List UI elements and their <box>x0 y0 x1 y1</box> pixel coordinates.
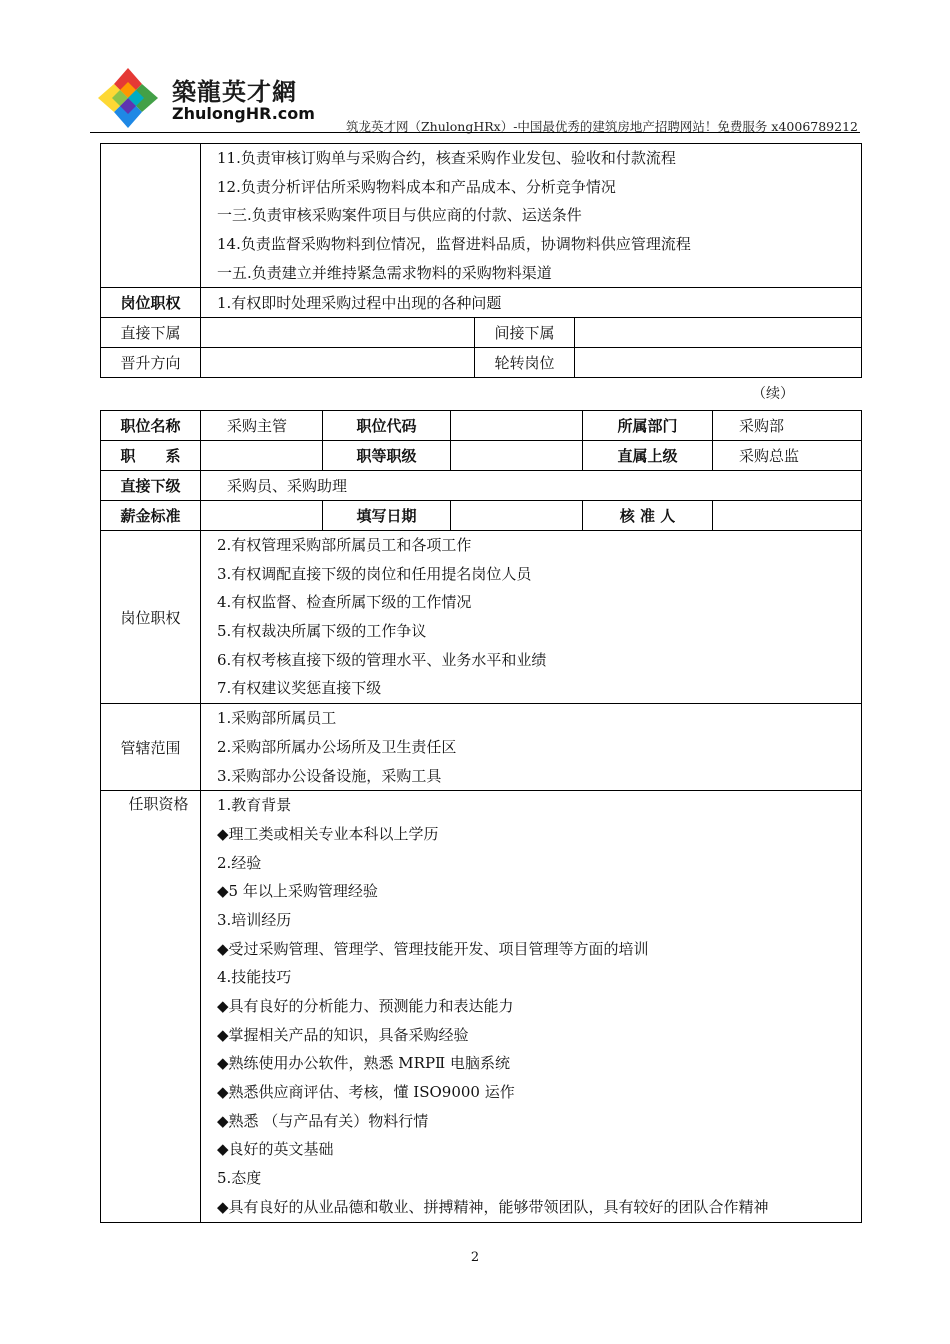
scope-items <box>201 704 862 791</box>
position-code-label: 职位代码 <box>323 411 451 441</box>
authority-label: 岗位职权 <box>101 288 201 318</box>
brand-name: 築龍英才網 <box>172 77 297 106</box>
superior-value: 采购总监 <box>713 441 862 471</box>
position-code-value <box>451 411 583 441</box>
qualification-item: ◆具有良好的分析能力、预测能力和表达能力 <box>217 997 514 1015</box>
grade-value <box>451 441 583 471</box>
date-label: 填写日期 <box>323 501 451 531</box>
approver-value <box>713 501 862 531</box>
promotion-label: 晋升方向 <box>101 348 201 378</box>
rotation-value <box>575 348 862 378</box>
qualification-item: 2.经验 <box>217 853 262 872</box>
superior-label: 直属上级 <box>583 441 713 471</box>
qualification-item: ◆熟练使用办公软件，熟悉 MRPⅡ 电脑系统 <box>217 1054 511 1073</box>
rotation-label: 轮转岗位 <box>475 348 575 378</box>
qualification-item: 1.教育背景 <box>217 796 292 815</box>
indirect-subordinate-value <box>575 318 862 348</box>
authority-value: 1.有权即时处理采购过程中出现的各种问题 <box>201 288 862 318</box>
duty-item: 11.负责审核订购单与采购合约，核查采购作业发包、验收和付款流程 <box>217 149 676 167</box>
job-description-table <box>100 410 862 1223</box>
brand-url: ZhulongHR.com <box>172 104 315 123</box>
job-table-continued <box>100 143 862 378</box>
authority-items <box>201 531 862 704</box>
qualification-label: 任职资格 <box>101 791 201 1222</box>
authority-item: 5.有权裁决所属下级的工作争议 <box>217 622 427 641</box>
promotion-value <box>201 348 475 378</box>
qualification-item: ◆5 年以上采购管理经验 <box>217 882 378 901</box>
subordinate-value: 采购员、采购助理 <box>201 471 862 501</box>
qualification-items <box>201 791 862 1222</box>
series-value <box>201 441 323 471</box>
indirect-subordinate-label: 间接下属 <box>475 318 575 348</box>
department-label: 所属部门 <box>583 411 713 441</box>
scope-item: 3.采购部办公设备设施，采购工具 <box>217 766 442 785</box>
scope-label: 管辖范围 <box>101 704 201 791</box>
authority-item: 7.有权建议奖惩直接下级 <box>217 679 382 698</box>
qualification-item: ◆良好的英文基础 <box>217 1140 334 1159</box>
duty-item: 14.负责监督采购物料到位情况，监督进料品质，协调物料供应管理流程 <box>217 235 691 254</box>
qualification-item: ◆受过采购管理、管理学、管理技能开发、项目管理等方面的培训 <box>217 939 649 958</box>
header-tagline: 筑龙英才网（ZhulongHRx）-中国最优秀的建筑房地产招聘网站！免费服务 x4006789212 <box>345 119 858 134</box>
authority-item: 6.有权考核直接下级的管理水平、业务水平和业绩 <box>217 650 547 669</box>
department-value: 采购部 <box>713 411 862 441</box>
date-value <box>451 501 583 531</box>
continued-marker: （续） <box>752 386 794 402</box>
duties-cell <box>201 144 862 288</box>
qualification-item: 5.态度 <box>217 1169 262 1188</box>
authority-item: 4.有权监督、检查所属下级的工作情况 <box>217 593 472 612</box>
position-name-value: 采购主管 <box>201 411 323 441</box>
duty-item: 一五.负责建立并维持紧急需求物料的采购物料渠道 <box>217 263 552 282</box>
qualification-item: 3.培训经历 <box>217 910 292 929</box>
grade-label: 职等职级 <box>323 441 451 471</box>
qualification-item: ◆具有良好的从业品德和敬业、拼搏精神，能够带领团队，具有较好的团队合作精神 <box>217 1197 769 1216</box>
authority-item: 2.有权管理采购部所属员工和各项工作 <box>217 536 472 554</box>
salary-label: 薪金标准 <box>101 501 201 531</box>
duty-item: 一三.负责审核采购案件项目与供应商的付款、运送条件 <box>217 206 582 225</box>
scope-item: 2.采购部所属办公场所及卫生责任区 <box>217 737 457 756</box>
salary-value <box>201 501 323 531</box>
direct-subordinate-value <box>201 318 475 348</box>
qualification-item: ◆熟悉 （与产品有关）物料行情 <box>217 1111 429 1130</box>
qualification-item: ◆掌握相关产品的知识，具备采购经验 <box>217 1025 469 1044</box>
header-rule <box>90 132 860 133</box>
subordinate-label: 直接下级 <box>101 471 201 501</box>
qualification-item: 4.技能技巧 <box>217 968 292 987</box>
zhulong-logo-icon <box>96 66 160 130</box>
duty-item: 12.负责分析评估所采购物料成本和产品成本、分析竞争情况 <box>217 177 616 196</box>
page-number: 2 <box>470 1250 480 1265</box>
series-label: 职 系 <box>101 441 201 471</box>
position-name-label: 职位名称 <box>101 411 201 441</box>
scope-item: 1.采购部所属员工 <box>217 709 337 728</box>
direct-subordinate-label: 直接下属 <box>101 318 201 348</box>
qualification-item: ◆理工类或相关专业本科以上学历 <box>217 824 439 843</box>
qualification-item: ◆熟悉供应商评估、考核，懂 ISO9000 运作 <box>217 1083 515 1102</box>
approver-label: 核 准 人 <box>583 501 713 531</box>
authority-item: 3.有权调配直接下级的岗位和任用提名岗位人员 <box>217 564 532 583</box>
authority-label: 岗位职权 <box>101 531 201 704</box>
duties-label-cell <box>101 144 201 288</box>
